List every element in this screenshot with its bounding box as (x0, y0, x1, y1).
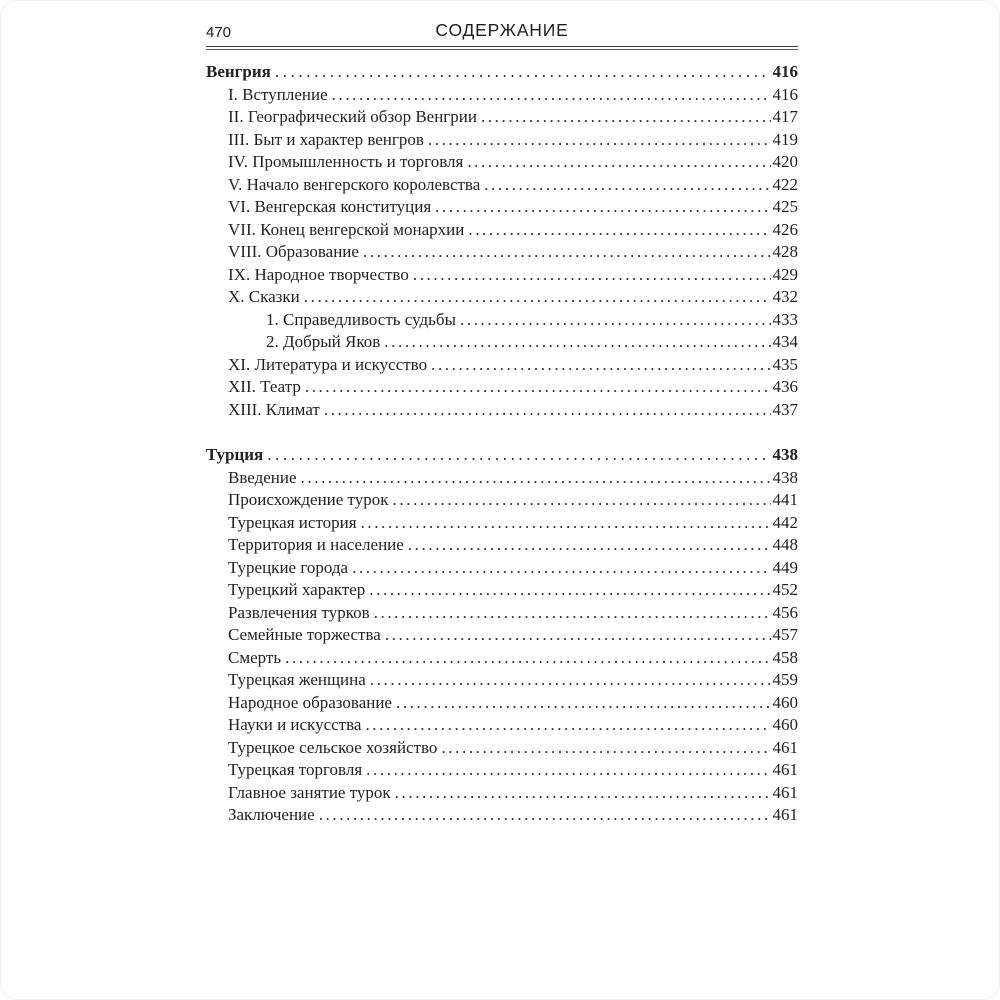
toc-entry-page: 437 (772, 399, 798, 419)
toc-entry-page: 460 (772, 692, 798, 712)
toc-entry-page: 416 (772, 84, 798, 104)
dot-leader (369, 579, 770, 602)
running-header-title: СОДЕРЖАНИЕ (435, 20, 569, 40)
toc-entry-page: 436 (772, 377, 798, 396)
toc-entry-page: 425 (772, 197, 798, 216)
toc-entry-label: Смерть (228, 647, 282, 667)
toc-entry-page: 441 (772, 490, 798, 509)
dot-leader (460, 309, 771, 332)
toc-entry-label: Территория и население (228, 535, 404, 554)
toc-entry-page: 438 (772, 467, 798, 487)
dot-leader (374, 602, 771, 625)
toc-entry-row (206, 376, 798, 399)
toc-entry-page: 422 (772, 174, 798, 194)
toc-entry-label: Венгрия (206, 62, 271, 81)
toc-entry-label: VIII. Образование (228, 242, 359, 261)
toc-entry-page: 429 (772, 264, 798, 284)
toc-entry-page: 460 (772, 715, 798, 734)
toc-entry-row (206, 151, 798, 174)
toc-entry-page: 426 (772, 219, 798, 239)
dot-leader (484, 174, 770, 197)
toc-entry-row (206, 129, 798, 152)
toc-entry-row (206, 286, 798, 309)
toc-entry-page: 433 (772, 309, 798, 329)
dot-leader (301, 467, 771, 490)
toc-entry-label: V. Начало венгерского королевства (228, 174, 481, 194)
toc-entry-row (206, 782, 798, 805)
toc-entry-page: 434 (772, 332, 798, 351)
toc-entry-row (206, 489, 798, 512)
toc-entry-label: XI. Литература и искусство (228, 354, 428, 374)
dot-leader (275, 61, 765, 84)
toc-entry-row (206, 602, 798, 625)
toc-entry-row (206, 692, 798, 715)
toc-entry-label: Введение (228, 467, 297, 487)
dot-leader (305, 376, 771, 399)
dot-leader (332, 84, 771, 107)
toc-entry-row (206, 759, 798, 782)
toc-section (206, 444, 798, 827)
toc-entry-label: Народное образование (228, 692, 392, 712)
toc-entry-label: Происхождение турок (228, 490, 389, 509)
toc-entry-row (206, 647, 798, 670)
dot-leader (370, 669, 771, 692)
dot-leader (324, 399, 771, 422)
toc-entry-label: X. Сказки (228, 287, 300, 306)
page-content (206, 20, 798, 827)
toc-entry-page: 420 (772, 152, 798, 171)
toc-entry-label: Науки и искусства (228, 715, 362, 734)
toc-entry-label: I. Вступление (228, 84, 328, 104)
toc-entry-row (206, 241, 798, 264)
toc-entry-page: 438 (772, 445, 798, 464)
dot-leader (431, 354, 770, 377)
dot-leader (395, 782, 771, 805)
toc-entry-row (206, 309, 798, 332)
toc-entry-label: Главное занятие турок (228, 782, 391, 802)
dot-leader (361, 512, 771, 535)
toc-entry-row (206, 174, 798, 197)
dot-leader (428, 129, 771, 152)
toc-entry-page: 442 (772, 512, 798, 532)
dot-leader (363, 241, 771, 264)
toc-entry-page: 435 (772, 354, 798, 374)
toc-entry-label: 2. Добрый Яков (266, 332, 381, 351)
toc-entry-label: Развлечения турков (228, 602, 370, 622)
toc-entry-label: VI. Венгерская конституция (228, 197, 432, 216)
dot-leader (304, 286, 771, 309)
toc-entry-label: XII. Театр (228, 377, 301, 396)
toc-entry-label: II. Географический обзор Венгрии (228, 107, 477, 126)
toc-entry-label: Турецкая женщина (228, 670, 366, 689)
toc-entry-row (206, 84, 798, 107)
dot-leader (393, 489, 771, 512)
toc-entry-page: 458 (772, 647, 798, 667)
toc-entry-label: Турецкая торговля (228, 760, 363, 779)
toc-entry-row (206, 557, 798, 580)
toc-entry-row (206, 804, 798, 827)
dot-leader (467, 151, 770, 174)
toc-entry-label: Заключение (228, 805, 315, 824)
toc-entry-row (206, 106, 798, 129)
toc-entry-row (206, 467, 798, 490)
toc-entry-page: 417 (772, 107, 798, 126)
toc-entry-row (206, 624, 798, 647)
toc-entry-label: 1. Справедливость судьбы (266, 309, 456, 329)
dot-leader (365, 714, 770, 737)
toc-entry-page: 461 (772, 782, 798, 802)
toc-entry-row (206, 737, 798, 760)
dot-leader (435, 196, 770, 219)
toc-entry-label: Семейные торжества (228, 625, 381, 644)
header-rule (206, 46, 798, 50)
toc-entry-row (206, 669, 798, 692)
toc-entry-page: 432 (772, 287, 798, 306)
toc-entry-label: III. Быт и характер венгров (228, 129, 424, 149)
dot-leader (413, 264, 771, 287)
dot-leader (267, 444, 764, 467)
toc-entry-page: 449 (772, 557, 798, 577)
toc-entry-row (206, 264, 798, 287)
dot-leader (396, 692, 771, 715)
toc-entry-label: Турецкий характер (228, 580, 366, 599)
dot-leader (285, 647, 770, 670)
toc-entry-label: Турецкие города (228, 557, 349, 577)
toc-entry-row (206, 354, 798, 377)
toc-entry-row (206, 399, 798, 422)
toc-entry-page: 456 (772, 602, 798, 622)
toc-entry-label: Турецкая история (228, 512, 357, 532)
toc-entry-page: 461 (772, 805, 798, 824)
toc-entry-page: 452 (772, 580, 798, 599)
toc-entry-page: 457 (772, 625, 798, 644)
dot-leader (408, 534, 771, 557)
toc-section (206, 61, 798, 421)
toc-entry-row (206, 331, 798, 354)
dot-leader (441, 737, 770, 760)
dot-leader (481, 106, 771, 129)
toc-entry-row (206, 534, 798, 557)
toc-entry-row (206, 219, 798, 242)
dot-leader (319, 804, 771, 827)
dot-leader (352, 557, 770, 580)
toc-entry-row (206, 714, 798, 737)
toc-entry-page: 461 (772, 737, 798, 757)
toc-entry-page: 459 (772, 670, 798, 689)
dot-leader (366, 759, 770, 782)
toc-entry-page: 461 (772, 760, 798, 779)
toc-entry-label: IX. Народное творчество (228, 264, 409, 284)
toc-entry-label: VII. Конец венгерской монархии (228, 219, 465, 239)
toc-entry-label: IV. Промышленность и торговля (228, 152, 464, 171)
dot-leader (468, 219, 770, 242)
toc-chapter-row (206, 61, 798, 84)
toc-chapter-row (206, 444, 798, 467)
toc-entry-label: Турецкое сельское хозяйство (228, 737, 438, 757)
dot-leader (385, 624, 771, 647)
toc-entry-page: 419 (772, 129, 798, 149)
dot-leader (384, 331, 770, 354)
toc-entry-row (206, 579, 798, 602)
table-of-contents (206, 61, 798, 827)
toc-entry-label: XIII. Климат (228, 399, 320, 419)
toc-entry-page: 428 (772, 242, 798, 261)
page-header (206, 20, 798, 46)
toc-entry-page: 448 (772, 535, 798, 554)
toc-entry-label: Турция (206, 445, 264, 464)
page-number: 470 (206, 24, 232, 41)
toc-entry-row (206, 512, 798, 535)
toc-entry-page: 416 (772, 62, 798, 81)
toc-entry-row (206, 196, 798, 219)
